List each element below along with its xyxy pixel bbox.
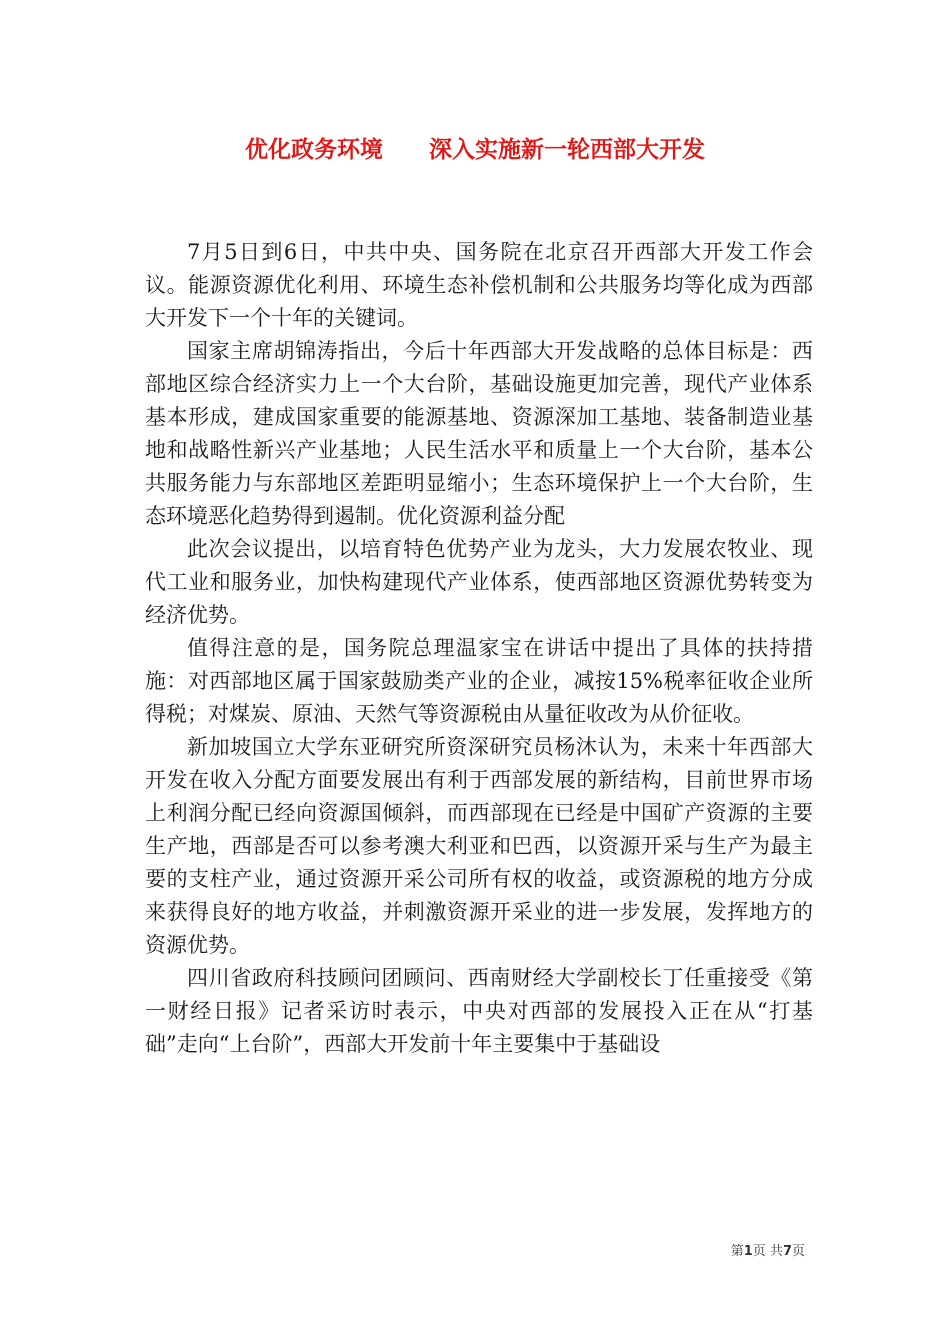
footer-middle: 页 共 bbox=[752, 1244, 783, 1259]
paragraph-5: 新加坡国立大学东亚研究所资深研究员杨沐认为，未来十年西部大开发在收入分配方面要发展出有利于西部发展的新结构，目前世界市场上利润分配已经向资源国倾斜，而西部现在已经是中国矿产资源的主要生产地，西部是否可以参考澳大利亚和巴西，以资源开采与生产为最主要的支柱产业，通过资源开采公司所有权的收益，或资源税的地方分成来获得良好的地方收益，并刺激资源开采业的进一步发展，发挥地方的资源优势。 bbox=[145, 735, 813, 957]
footer-suffix: 页 bbox=[791, 1244, 805, 1259]
paragraph-2: 国家主席胡锦涛指出，今后十年西部大开发战略的总体目标是：西部地区综合经济实力上一个大台阶，基础设施更加完善，现代产业体系基本形成，建成国家重要的能源基地、资源深加工基地、装备制造业基地和战略性新兴产业基地；人民生活水平和质量上一个大台阶，基本公共服务能力与东部地区差距明显缩小；生态环境保护上一个大台阶，生态环境恶化趋势得到遏制。优化资源利益分配 bbox=[145, 339, 813, 528]
paragraph-4: 值得注意的是，国务院总理温家宝在讲话中提出了具体的扶持措施：对西部地区属于国家鼓励类产业的企业，减按15%税率征收企业所得税；对煤炭、原油、天然气等资源税由从量征收改为从价征收。 bbox=[145, 636, 813, 726]
page-footer bbox=[731, 1243, 805, 1261]
footer-prefix: 第 bbox=[730, 1244, 744, 1259]
current-page-number: 1 bbox=[743, 1244, 753, 1259]
paragraph-1: 7月5日到6日，中共中央、国务院在北京召开西部大开发工作会议。能源资源优化利用、环境生态补偿机制和公共服务均等化成为西部大开发下一个十年的关键词。 bbox=[145, 240, 813, 330]
total-page-number: 7 bbox=[782, 1244, 792, 1259]
paragraph-6: 四川省政府科技顾问团顾问、西南财经大学副校长丁任重接受《第一财经日报》记者采访时表示，中央对西部的发展投入正在从“打基础”走向“上台阶”，西部大开发前十年主要集中于基础设 bbox=[145, 966, 813, 1056]
document-title: 优化政务环境 深入实施新一轮西部大开发 bbox=[245, 136, 705, 163]
document-body bbox=[145, 236, 813, 1061]
paragraph-3: 此次会议提出，以培育特色优势产业为龙头，大力发展农牧业、现代工业和服务业，加快构建现代产业体系，使西部地区资源优势转变为经济优势。 bbox=[145, 537, 813, 627]
